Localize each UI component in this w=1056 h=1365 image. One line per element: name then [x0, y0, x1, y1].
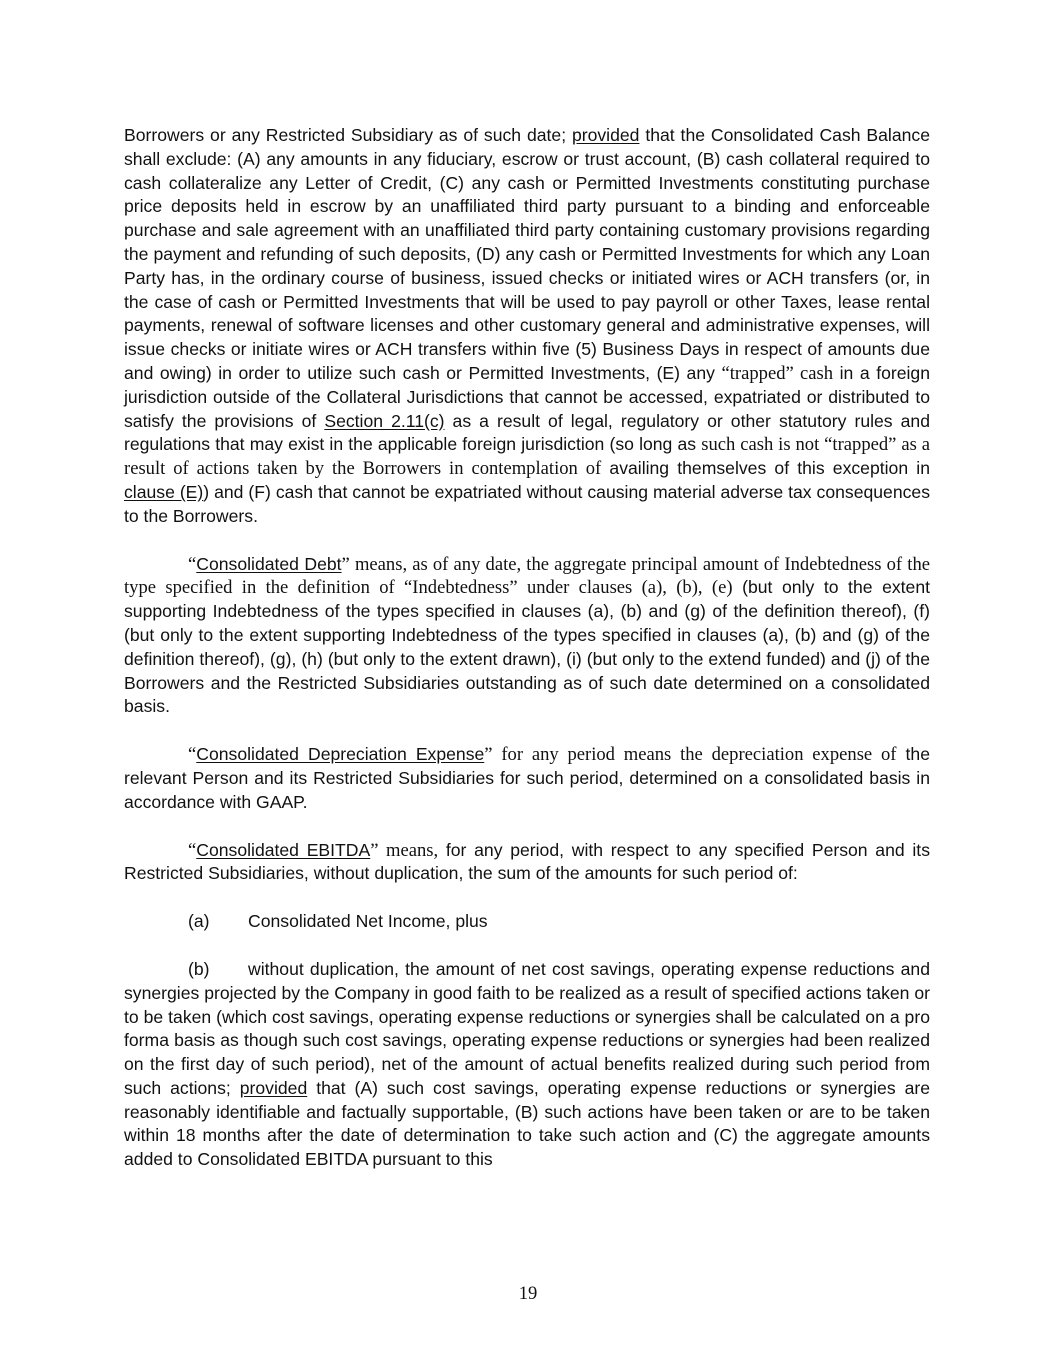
defined-term: Consolidated EBITDA — [196, 839, 371, 860]
text-run: for any period, with respect to any specified Person and its Restricted Subsidiaries, without duplication, the sum of the amounts for such period of: — [124, 839, 930, 884]
defined-term: Consolidated Depreciation Expense — [196, 744, 485, 765]
paragraph-consolidated-cash-balance-continued — [124, 124, 930, 529]
list-item-text: Consolidated Net Income, plus — [248, 911, 488, 932]
list-item-label: (b) — [188, 958, 210, 979]
text-run: ” for any period means the depreciation expense of — [484, 744, 897, 766]
section-reference: Section 2.11(c) — [324, 410, 445, 431]
text-run: such cash is not “trapped” as a result of actions taken by the Borrowers in contemplation of — [124, 434, 930, 480]
text-run: ) and (F) cash that cannot be expatriated without causing material adverse tax consequences to the Borrowers. — [124, 481, 930, 526]
definition-consolidated-debt — [124, 553, 930, 720]
list-item-a — [124, 910, 930, 934]
text-run: as a result of legal, regulatory or other statutory rules and regulations that may exist in the applicable foreign jurisdiction (so long as — [124, 410, 930, 455]
text-run: the relevant Person and its Restricted Subsidiaries for such period, determined on a consolidated basis in accordance with GAAP. — [124, 744, 930, 812]
text-run: in a foreign jurisdiction outside of the Collateral Jurisdictions that cannot be accessed, expatriated or distributed to satisfy the provisions of — [124, 362, 930, 431]
document-page — [124, 124, 930, 1172]
defined-term: Consolidated Debt — [196, 553, 342, 574]
clause-reference: clause (E) — [124, 481, 204, 502]
open-quote: “ — [188, 839, 197, 861]
definition-consolidated-ebitda — [124, 839, 930, 887]
text-run: ” means, as of any date, the aggregate principal amount of Indebtedness of the type specified in the definition of “Indebtedness” under clauses (a), (b), (e) — [124, 553, 930, 599]
text-run: that the Consolidated Cash Balance shall exclude: (A) any amounts in any fiduciary, escrow or trust account, (B) cash collateral required to cash collateralize any Letter of Credit, (C) any cash or Permitted Investments constituting purchase price deposits held in escrow by an unaffiliated third party pursuant to a binding and enforceable purchase and sale agreement with an unaffiliated third party containing customary provisions regarding the payment and refunding of such deposits, (D) any cash or Permitted Investments for which any Loan Party has, in the ordinary course of business, issued checks or initiated wires or ACH transfers (or, in the case of cash or Permitted Investments that will be used to pay payroll or other Taxes, lease rental payments, renewal of software licenses and other customary general and administrative expenses, will issue checks or initiate wires or ACH transfers within five (5) Business Days in respect of amounts due and owing) in order to utilize such cash or Permitted Investments, (E) any — [124, 125, 930, 383]
list-item-b — [124, 958, 930, 1172]
text-run: (but only to the extent supporting Indebtedness of the types specified in clauses (a), (b) and (g) of the definition thereof), (f) (but only to the extent supporting Indebtedness of the types specified in clauses (a), (b) and (g) of the definition thereof), (g), (h) (but only to the extent drawn), (i) (but only to the extend funded) and (j) of the Borrowers and the Restricted Subsidiaries outstanding as of such date determined on a consolidated basis. — [124, 577, 931, 717]
open-quote: “ — [188, 744, 197, 766]
text-run: Borrowers or any Restricted Subsidiary as of such date; — [124, 125, 572, 145]
text-run: “trapped” cash — [721, 362, 834, 384]
underlined-term-provided: provided — [571, 125, 640, 145]
definition-consolidated-depreciation-expense — [124, 743, 930, 814]
text-run: without duplication, the amount of net cost savings, operating expense reductions and synergies projected by the Company in good faith to be realized as a result of specified actions taken or to be taken (which cost savings, operating expense reductions or synergies shall be calculated on a pro forma basis as though such cost savings, operating expense reductions or synergies had been realized on the first day of such period), net of the amount of actual benefits realized during such period from such actions; — [124, 958, 930, 1098]
open-quote: “ — [188, 553, 197, 575]
text-run: availing themselves of this exception in — [601, 458, 930, 479]
text-run: ” means, — [370, 839, 439, 861]
list-item-label: (a) — [188, 911, 210, 932]
page-number: 19 — [518, 1283, 538, 1304]
underlined-term-provided: provided — [239, 1077, 308, 1098]
text-run: that (A) such cost savings, operating expense reductions or synergies are reasonably identifiable and factually supportable, (B) such actions have been taken or are to be taken within 18 months after the date of determination to take such action and (C) the aggregate amounts added to Consolidated EBITDA pursuant to this — [124, 1077, 931, 1170]
